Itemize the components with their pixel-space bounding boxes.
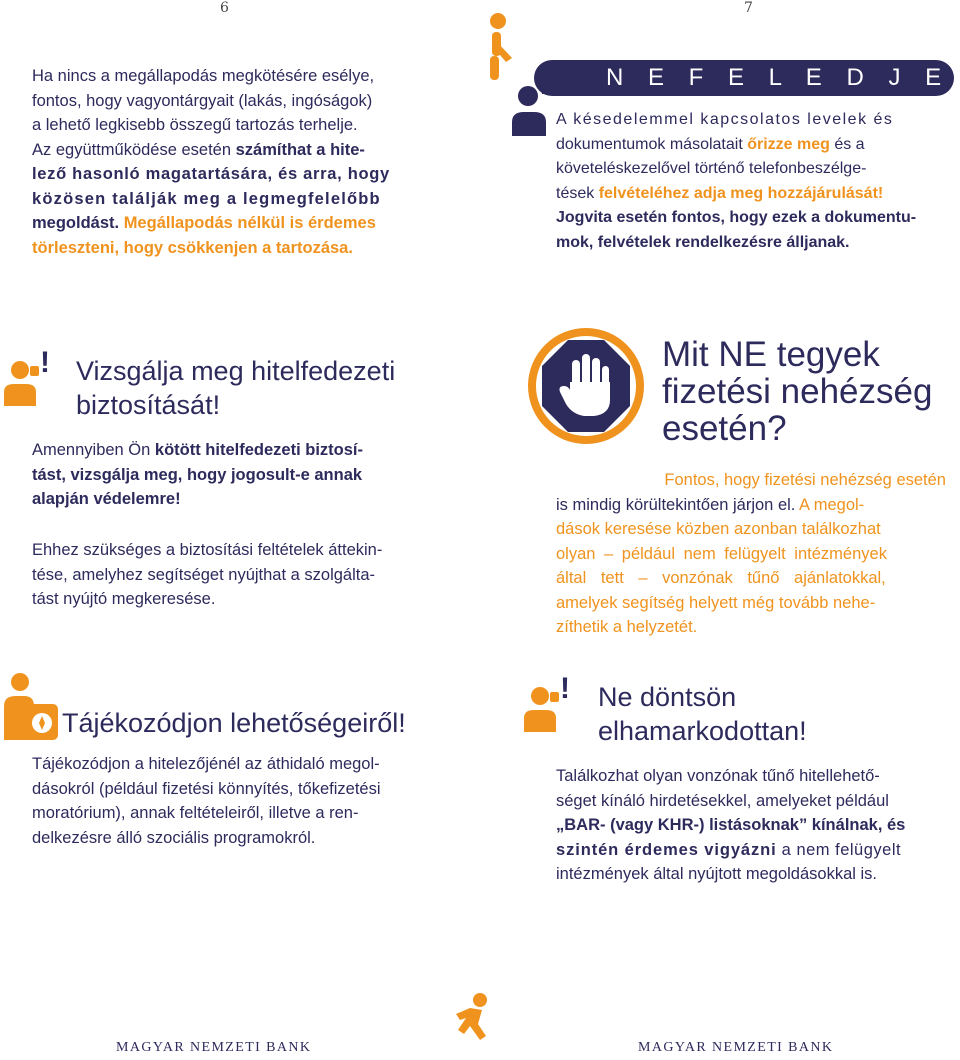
text-line: Fontos, hogy fizetési nehézség esetén [664,471,946,489]
no-hurry-heading [598,680,807,748]
heading-line: fizetési nehézség [662,372,933,411]
text-line [32,138,432,163]
text-line: a lehető legkisebb összegű tartozás terhelje. [32,116,358,134]
text-line: tást nyújtó megkeresése. [32,590,216,608]
inform-heading: Tájékozódjon lehetőségeiről! [62,708,406,738]
footer-left: MAGYAR NEMZETI BANK [116,1040,312,1055]
insurance-paragraph-2 [32,538,432,612]
text-line: Tájékozódjon a hitelezőjénél az áthidaló megol- [32,755,380,773]
ne-feledje-text [556,108,956,255]
text-span: A megol- [799,495,865,514]
text-span: Amennyiben Ön [32,441,155,459]
text-span-orange: Megállapodás nélkül is érdemes [123,214,376,232]
text-line: séget kínáló hirdetésekkel, amelyeket például [556,791,889,810]
stop-hand-icon [526,326,646,446]
text-line: olyan – például nem felügyelt intézmények [556,544,887,563]
text-line: A késedelemmel kapcsolatos levelek és [556,111,894,128]
text-line: dások keresése közben azonban találkozhat [556,520,881,538]
no-hurry-paragraph [556,764,956,887]
heading-line: esetén? [662,409,787,448]
inform-paragraph [32,752,432,850]
text-line [32,211,432,236]
text-span: tések [556,184,599,202]
text-line: Találkozhat olyan vonzónak tűnő hitellehető- [556,767,880,785]
text-line: törleszteni, hogy csökkenjen a tartozása. [32,238,353,257]
text-line [556,838,956,863]
svg-text:!: ! [560,672,570,705]
insurance-heading [76,354,395,422]
text-line [556,182,956,207]
text-line: által tett – vonzónak tűnő ajánlatokkal, [556,569,886,587]
text-span: Az együttműködése esetén [32,140,236,159]
footer-right: MAGYAR NEMZETI BANK [638,1040,834,1055]
svg-text:!: ! [40,346,50,379]
info-person-icon [4,672,60,740]
page-number-right: 7 [744,0,753,16]
text-line [556,133,956,158]
text-span-orange: felvételéhez adja meg hozzájárulását! [598,184,884,202]
text-line: amelyek segítség helyett még tovább nehe- [556,593,876,612]
text-line [556,493,946,518]
text-line: Ha nincs a megállapodás megkötésére esélye, [32,67,375,85]
text-span: a nem felügyelt [776,840,902,859]
heading-line: elhamarkodottan! [598,716,807,746]
text-span: és a [829,135,865,153]
text-line: alapján védelemre! [32,490,181,508]
insurance-paragraph-1 [32,438,432,512]
text-span: dokumentumok másolatait [556,135,748,153]
text-line: közösen találják meg a legmegfelelőbb [32,189,381,208]
text-line: Ehhez szükséges a biztosítási feltételek áttekin- [32,541,383,559]
text-line: moratórium), annak feltételeiről, illetve a ren- [32,804,359,822]
text-line [32,438,432,463]
text-line: zíthetik a helyzetét. [556,618,698,636]
text-span-bold: megoldást. [32,214,124,232]
heading-line: biztosítását! [76,390,221,420]
text-line: intézmények által nyújtott megoldásokkal is. [556,865,877,883]
text-span-bold: kötött hitelfedezeti biztosí- [154,441,363,459]
running-person-icon [452,992,496,1044]
alert-person-icon [4,346,66,408]
text-line: dásokról (például fizetési könnyítés, tőkefizetési [32,779,381,798]
what-not-paragraph [556,468,946,640]
heading-line: Ne döntsön [598,682,737,712]
page-number-left: 6 [220,0,229,16]
text-line: Jogvita esetén fontos, hogy ezek a dokumentu- [556,209,917,226]
text-span-bold: számíthat a hite- [235,140,365,159]
alert-person-icon [524,672,586,734]
text-line: fontos, hogy vagyontárgyait (lakás, ingóságok) [32,91,373,110]
walking-person-icon [482,12,522,82]
text-line: tése, amelyhez segítséget nyújthat a szolgálta- [32,565,376,584]
heading-line: Mit NE tegyek [662,335,880,374]
text-line: tást, vizsgálja meg, hogy jogosult-e annak [32,465,363,484]
text-line: delkezésre álló szociális programokról. [32,828,316,847]
text-line: „BAR- (vagy KHR-) listásoknak” kínálnak, és [556,816,906,834]
text-line: lező hasonló magatartására, és arra, hogy [32,165,390,183]
text-span-orange: őrizze meg [747,135,830,153]
text-line: mok, felvételek rendelkezésre álljanak. [556,233,850,251]
what-not-heading [662,336,932,447]
left-intro-paragraph [32,64,432,260]
text-span-bold: szintén érdemes vigyázni [556,840,777,859]
text-line: követeléskezelővel történő telefonbeszélge- [556,160,867,177]
text-span-navy: is mindig körültekintően járjon el. [556,495,800,514]
banner-title: N E F E L E D J E ! [606,64,951,119]
heading-line: Vizsgálja meg hitelfedezeti [76,356,396,386]
ne-feledje-banner [534,60,954,119]
